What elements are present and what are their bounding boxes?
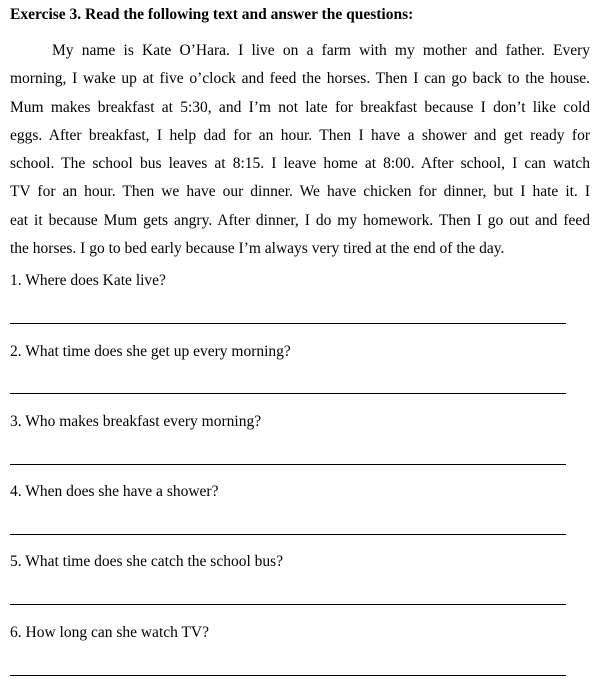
answer-line-3 [10,464,566,465]
passage-line: My name is Kate O’Hara. I live on a farm with my mother and father. Every [52,42,590,59]
passage-line: school. The school bus leaves at 8:15. I leave home at 8:00. After school, I can watch [10,155,590,173]
question-3: 3. Who makes breakfast every morning? [10,413,262,430]
passage-line: morning, I wake up at five o’clock and feed the horses. Then I can go back to the house. [10,70,590,88]
exercise-title: Exercise 3. Read the following text and answer the questions: [10,6,414,23]
question-1: 1. Where does Kate live? [10,272,166,289]
answer-line-4 [10,534,566,535]
question-4: 4. When does she have a shower? [10,483,219,500]
question-6: 6. How long can she watch TV? [10,624,210,641]
answer-line-6 [10,675,566,676]
question-2: 2. What time does she get up every morning? [10,343,291,360]
passage-line: Mum makes breakfast at 5:30, and I’m not late for breakfast because I don’t like cold [10,98,590,116]
answer-line-1 [10,323,566,324]
reading-passage [10,37,590,263]
answer-line-2 [10,393,566,394]
passage-line: eat it because Mum gets angry. After dinner, I do my homework. Then I go out and feed [10,211,590,229]
passage-line: TV for an hour. Then we have our dinner. We have chicken for dinner, but I hate it. I [10,183,590,201]
passage-line: the horses. I go to bed early because I’m always very tired at the end of the day. [10,240,505,258]
question-5: 5. What time does she catch the school bus? [10,553,284,570]
passage-line: eggs. After breakfast, I help dad for an hour. Then I have a shower and get ready for [10,126,590,144]
answer-line-5 [10,604,566,605]
